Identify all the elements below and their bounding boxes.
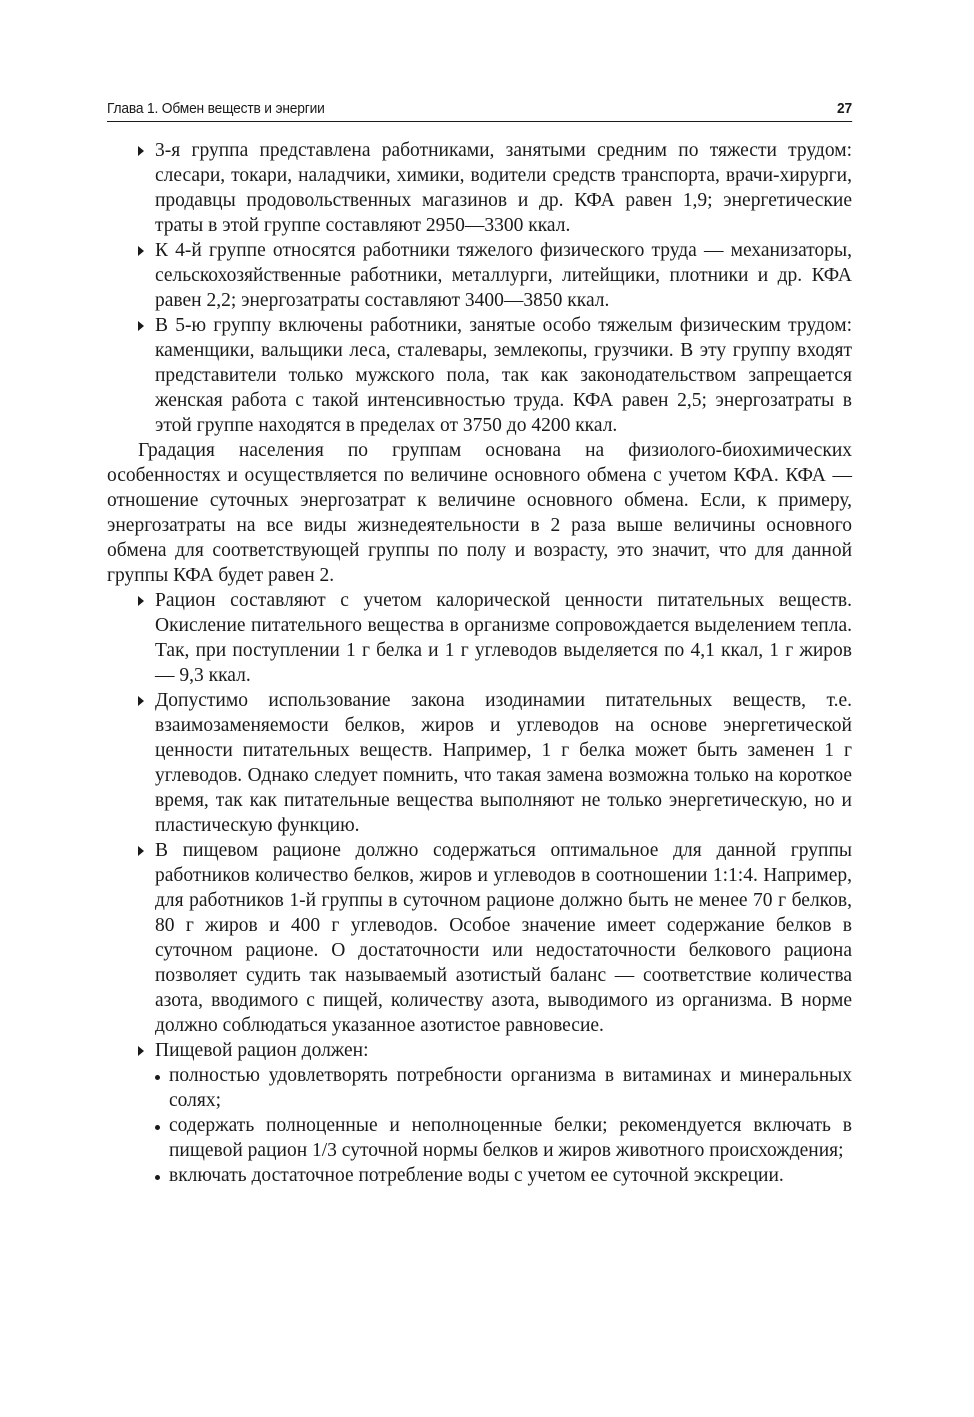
sub-list-item: содержать полноценные и неполноценные белки; рекомендуется включать в пищевой рацион 1/3 суточной нормы белков и жиров животного происхождения;	[107, 1113, 852, 1163]
triangle-bullet-icon	[138, 246, 144, 256]
sub-list-item: полностью удовлетворять потребности организма в витаминах и минеральных солях;	[107, 1063, 852, 1113]
list-item: К 4-й группе относятся работники тяжелого физического труда — механизаторы, сельскохозяйственные работники, металлурги, литейщики, плотники и др. КФА равен 2,2; энергозатраты составляют 3400—3850 ккал.	[107, 238, 852, 313]
triangle-bullet-icon	[138, 1046, 144, 1056]
page-number: 27	[837, 100, 853, 117]
book-page	[107, 100, 852, 1188]
dot-bullet-icon	[155, 1175, 160, 1180]
triangle-bullet-icon	[138, 321, 144, 331]
list-item: 3-я группа представлена работниками, занятыми средним по тяжести трудом: слесари, токари, наладчики, химики, водители средств транспорта, врачи-хирурги, продавцы продовольственных магазинов и др. КФА равен 1,9; энергетические траты в этой группе составляют 2950—3300 ккал.	[107, 138, 852, 238]
body-text	[107, 138, 852, 1188]
sub-list-item: включать достаточное потребление воды с учетом ее суточной экскреции.	[107, 1163, 852, 1188]
triangle-bullet-icon	[138, 696, 144, 706]
chapter-title: Глава 1. Обмен веществ и энергии	[107, 100, 325, 117]
running-head	[107, 100, 852, 122]
list-item: Рацион составляют с учетом калорической ценности питательных веществ. Окисление питательного вещества в организме сопровождается выделением тепла. Так, при поступлении 1 г белка и 1 г углеводов выделяется по 4,1 ккал, 1 г жиров — 9,3 ккал.	[107, 588, 852, 688]
dot-bullet-icon	[155, 1075, 160, 1080]
triangle-bullet-icon	[138, 846, 144, 856]
list-item: Допустимо использование закона изодинамии питательных веществ, т.е. взаимозаменяемости белков, жиров и углеводов на основе энергетической ценности питательных веществ. Например, 1 г белка может быть заменен 1 г углеводов. Однако следует помнить, что такая замена возможна только на короткое время, так как питательные вещества выполняют не только энергетическую, но и пластическую функцию.	[107, 688, 852, 838]
list-item: В пищевом рационе должно содержаться оптимальное для данной группы работников количество белков, жиров и углеводов в соотношении 1:1:4. Например, для работников 1-й группы в суточном рационе должно быть не менее 70 г белков, 80 г жиров и 400 г углеводов. Особое значение имеет содержание белков в суточном рационе. О достаточности или недостаточности белкового рациона позволяет судить так называемый азотистый баланс — соответствие количества азота, вводимого с пищей, количеству азота, выводимого из организма. В норме должно соблюдаться указанное азотистое равновесие.	[107, 838, 852, 1038]
list-item: Пищевой рацион должен:	[107, 1038, 852, 1063]
triangle-bullet-icon	[138, 146, 144, 156]
list-item: В 5-ю группу включены работники, занятые особо тяжелым физическим трудом: каменщики, вальщики леса, сталевары, землекопы, грузчики. В эту группу входят представители только мужского пола, так как законодательством запрещается женская работа с такой интенсивностью труда. КФА равен 2,5; энергозатраты в этой группе находятся в пределах от 3750 до 4200 ккал.	[107, 313, 852, 438]
triangle-bullet-icon	[138, 596, 144, 606]
paragraph: Градация населения по группам основана на физиолого-биохимических особенностях и осуществляется по величине основного обмена с учетом КФА. КФА — отношение суточных энергозатрат к величине основного обмена. Если, к примеру, энергозатраты на все виды жизнедеятельности в 2 раза выше величины основного обмена для соответствующей группы по полу и возрасту, это значит, что для данной группы КФА будет равен 2.	[107, 440, 852, 586]
dot-bullet-icon	[155, 1125, 160, 1130]
